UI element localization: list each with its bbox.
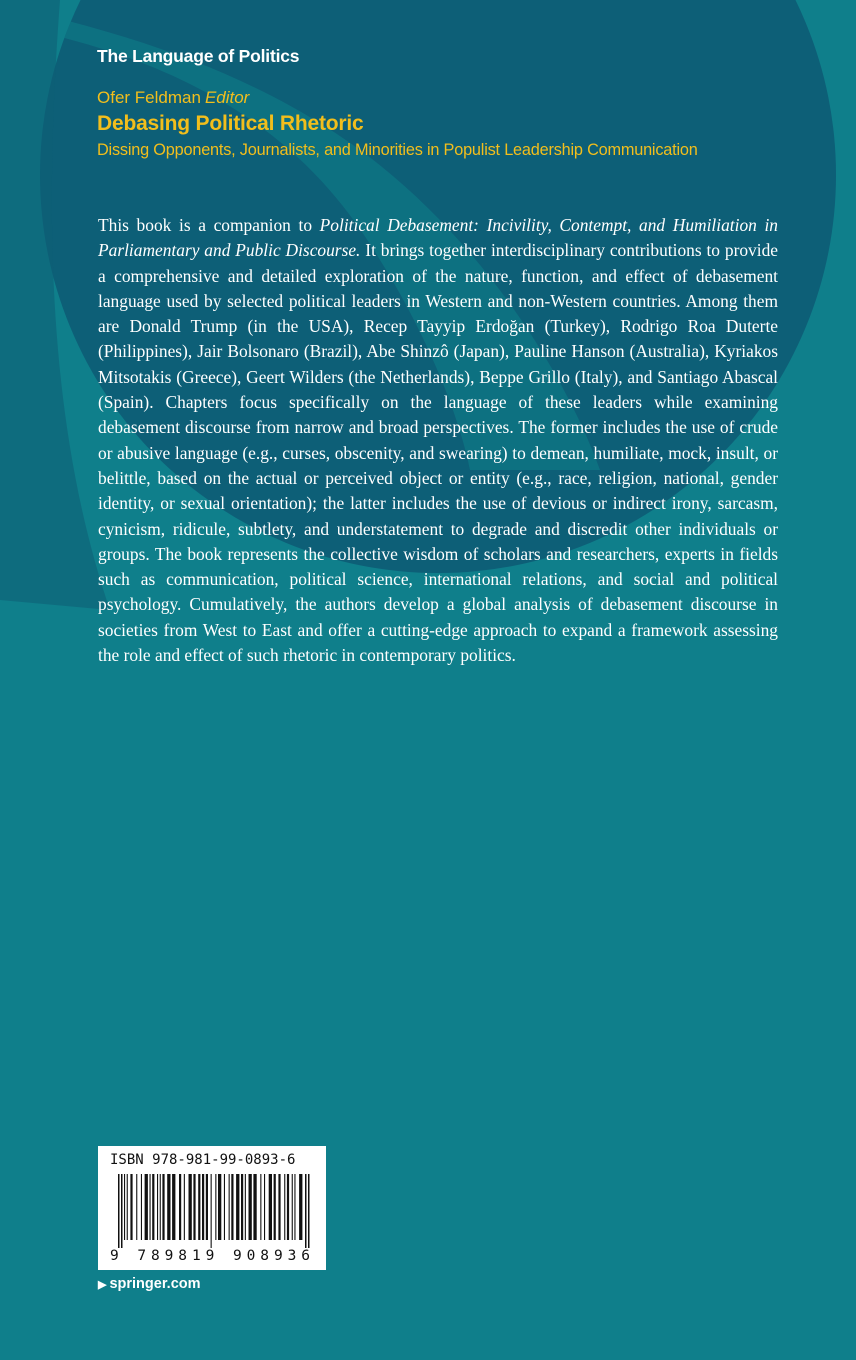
barcode-bar bbox=[299, 1174, 302, 1240]
barcode-bars bbox=[118, 1174, 310, 1248]
barcode-bar bbox=[157, 1174, 158, 1240]
barcode-bar bbox=[206, 1174, 208, 1240]
barcode-bar bbox=[127, 1174, 128, 1240]
blurb-body: It brings together interdisciplinary contributions to provide a comprehensive and detailed exploration of the nature, function, and effect of debasement language used by selected political leaders in Western and non-Western countries. Among them are Donald Trump (in the USA), Recep Tayyip Erdoğan (Turkey), Rodrigo Roa Duterte (Philippines), Jair Bolsonaro (Brazil), Abe Shinzô (Japan), Pauline Hanson (Australia), Kyriakos Mitsotakis (Greece), Geert Wilders (the Netherlands), Beppe Grillo (Italy), and Santiago Abascal (Spain). Chapters focus specifically on the language of these leaders while examining debasement discourse from narrow and broad perspectives. The former includes the use of crude or abusive language (e.g., curses, obscenity, and swearing) to demean, humiliate, mock, insult, or belittle, based on the actual or perceived object or entity (e.g., race, religion, national, gender identity, or sexual orientation); the latter includes the use of devious or indirect irony, sarcasm, cynicism, ridicule, subtlety, and understatement to degrade and discredit other individuals or groups. The book represents the collective wisdom of scholars and researchers, experts in fields such as communication, political science, international relations, and social and political psychology. Cumulatively, the authors develop a global analysis of debasement discourse in societies from West to East and offer a cutting-edge approach to expand a framework assessing the role and effect of such rhetoric in contemporary politics. bbox=[98, 240, 778, 666]
publisher-url: springer.com bbox=[109, 1276, 201, 1292]
barcode-bar bbox=[130, 1174, 132, 1240]
barcode-bar bbox=[231, 1174, 233, 1240]
barcode-bar bbox=[141, 1174, 142, 1240]
barcode-bar bbox=[160, 1174, 161, 1240]
book-subtitle: Dissing Opponents, Journalists, and Minorities in Populist Leadership Communication bbox=[97, 141, 698, 159]
barcode-bar bbox=[172, 1174, 175, 1240]
barcode-bar bbox=[218, 1174, 221, 1240]
barcode-bar bbox=[193, 1174, 195, 1240]
blurb-intro: This book is a companion to bbox=[98, 215, 320, 235]
isbn-label: ISBN 978-981-99-0893-6 bbox=[110, 1152, 296, 1168]
barcode-bar bbox=[241, 1174, 243, 1240]
barcode-bar bbox=[264, 1174, 265, 1240]
blurb-text bbox=[98, 213, 778, 668]
editor-line bbox=[97, 88, 817, 108]
editor-name: Ofer Feldman bbox=[97, 88, 201, 107]
barcode-bar bbox=[162, 1174, 164, 1240]
barcode-bar bbox=[269, 1174, 272, 1240]
barcode-bar bbox=[278, 1174, 280, 1240]
book-title: Debasing Political Rhetoric bbox=[97, 112, 364, 135]
barcode-bar bbox=[305, 1174, 307, 1248]
series-title: The Language of Politics bbox=[97, 46, 300, 66]
companion-book-title: Political Debasement: Incivility, Contempt, and Humiliation in Parliamentary and Public Discourse. bbox=[98, 215, 778, 261]
barcode-bar bbox=[294, 1174, 295, 1240]
barcode-bar bbox=[189, 1174, 192, 1240]
barcode-bar bbox=[292, 1174, 293, 1240]
barcode-bar bbox=[179, 1174, 181, 1240]
barcode-digits: 9 789819 908936 bbox=[110, 1248, 310, 1264]
barcode-bar bbox=[211, 1174, 212, 1248]
barcode-bar bbox=[136, 1174, 137, 1240]
barcode-bar bbox=[202, 1174, 204, 1240]
barcode-bar bbox=[245, 1174, 246, 1240]
barcode-bar bbox=[249, 1174, 252, 1240]
cover-header bbox=[97, 46, 817, 160]
publisher-link[interactable] bbox=[98, 1276, 201, 1292]
barcode-bar bbox=[224, 1174, 225, 1240]
barcode-bar bbox=[145, 1174, 148, 1240]
barcode-bar bbox=[236, 1174, 239, 1240]
barcode-bar bbox=[152, 1174, 154, 1240]
barcode-bar bbox=[184, 1174, 185, 1240]
barcode-bar bbox=[150, 1174, 151, 1240]
barcode-bar bbox=[118, 1174, 120, 1248]
editor-role: Editor bbox=[204, 88, 250, 107]
isbn-barcode-box bbox=[98, 1146, 326, 1270]
barcode-bar bbox=[260, 1174, 261, 1240]
barcode-bar bbox=[198, 1174, 200, 1240]
barcode-bar bbox=[287, 1174, 289, 1240]
barcode-bar bbox=[308, 1174, 310, 1248]
barcode bbox=[108, 1174, 314, 1264]
barcode-bar bbox=[274, 1174, 276, 1240]
barcode-bar bbox=[215, 1174, 216, 1240]
play-arrow-icon: ▶ bbox=[98, 1279, 107, 1291]
barcode-bar bbox=[124, 1174, 125, 1240]
barcode-bar bbox=[253, 1174, 256, 1240]
barcode-bar bbox=[121, 1174, 123, 1248]
barcode-bar bbox=[167, 1174, 170, 1240]
barcode-bar bbox=[284, 1174, 285, 1240]
barcode-bar bbox=[229, 1174, 230, 1240]
